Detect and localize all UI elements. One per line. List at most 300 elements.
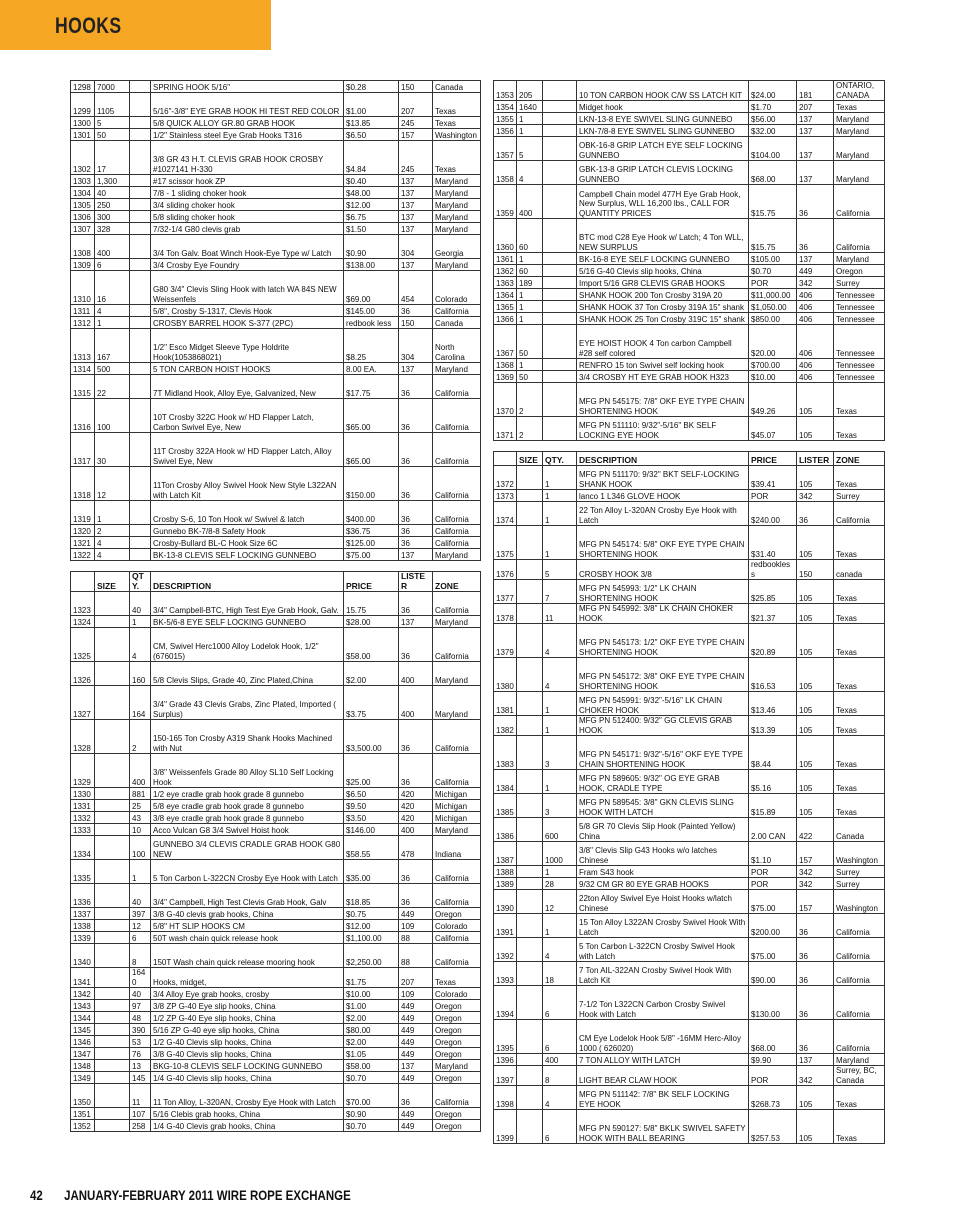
cell-description: 5/16 G-40 Clevis slip hooks, China — [577, 265, 749, 277]
cell-lister: 137 — [399, 259, 433, 271]
cell-lister: 137 — [399, 175, 433, 187]
cell-qty: 100 — [130, 836, 151, 860]
cell-size — [517, 842, 543, 866]
cell-zone: California — [834, 962, 885, 986]
cell-description: 5/8 eye cradle grab hook grade 8 gunnebo — [151, 800, 344, 812]
cell-zone: Maryland — [834, 253, 885, 265]
cell-price: redbook less — [344, 317, 399, 329]
cell-zone: Texas — [834, 580, 885, 604]
cell-id: 1329 — [71, 754, 95, 788]
cell-id: 1326 — [71, 662, 95, 686]
cell-qty — [130, 129, 151, 141]
cell-lister: 150 — [399, 81, 433, 93]
cell-lister: 105 — [797, 692, 834, 716]
cell-price: $1.00 — [344, 1000, 399, 1012]
cell-qty — [543, 253, 577, 265]
listings-left-column — [70, 80, 477, 1132]
cell-zone: Georgia — [433, 235, 481, 259]
cell-price: $0.40 — [344, 175, 399, 187]
cell-id: 1318 — [71, 467, 95, 501]
cell-zone: California — [433, 754, 481, 788]
cell-zone: Texas — [834, 101, 885, 113]
gap-cell — [71, 561, 481, 572]
cell-id: 1311 — [71, 305, 95, 317]
cell-price: $58.00 — [344, 1060, 399, 1072]
cell-description: MFG PN 545172: 3/8" OKF EYE TYPE CHAIN SHORTENING HOOK — [577, 658, 749, 692]
cell-price: $2,250.00 — [344, 944, 399, 968]
cell-price: $58.00 — [344, 628, 399, 662]
cell-description: 1/4 G-40 Clevis grab hooks, China — [151, 1120, 344, 1132]
cell-size — [95, 824, 130, 836]
cell-description: MFG PN 590127: 5/8" BKLK SWIVEL SAFETY HOOK WITH BALL BEARING — [577, 1110, 749, 1144]
table-row — [71, 93, 481, 117]
table-row — [71, 271, 481, 305]
cell-size: 1 — [95, 317, 130, 329]
cell-lister: 449 — [399, 1108, 433, 1120]
cell-lister: 137 — [399, 363, 433, 375]
cell-zone: California — [433, 884, 481, 908]
cell-description: 5/8 QUICK ALLOY GR.80 GRAB HOOK — [151, 117, 344, 129]
cell-zone: Texas — [433, 968, 481, 988]
cell-description: 1/4 G-40 Clevis slip hooks, China — [151, 1072, 344, 1084]
cell-description: BK-16-8 EYE SELF LOCKING GUNNEBO — [577, 253, 749, 265]
cell-description: 7/8 - 1 sliding choker hook — [151, 187, 344, 199]
cell-id: 1356 — [494, 125, 517, 137]
cell-id: 1369 — [494, 371, 517, 383]
cell-price: $56.00 — [749, 113, 797, 125]
cell-qty: 43 — [130, 812, 151, 824]
table-row — [71, 920, 481, 932]
cell-description: GBK-13-8 GRIP LATCH CLEVIS LOCKING GUNNEBO — [577, 161, 749, 185]
cell-size — [95, 1012, 130, 1024]
cell-id: 1302 — [71, 141, 95, 175]
cell-size — [95, 968, 130, 988]
header-qty: QTY. — [543, 452, 577, 466]
cell-qty — [543, 277, 577, 289]
cell-description: 7-1/2 Ton L322CN Carbon Crosby Swivel Hook with Latch — [577, 986, 749, 1020]
cell-zone: California — [834, 914, 885, 938]
cell-qty: 400 — [130, 754, 151, 788]
cell-price: $4.84 — [344, 141, 399, 175]
table-row — [494, 580, 885, 604]
cell-description: Acco Vulcan G8 3/4 Swivel Hoist hook — [151, 824, 344, 836]
cell-lister: 406 — [797, 301, 834, 313]
cell-id: 1352 — [71, 1120, 95, 1132]
cell-zone: California — [433, 592, 481, 616]
cell-lister: 36 — [399, 399, 433, 433]
cell-zone: California — [433, 501, 481, 525]
cell-lister: 36 — [797, 986, 834, 1020]
cell-id: 1362 — [494, 265, 517, 277]
cell-size: 250 — [95, 199, 130, 211]
cell-id: 1355 — [494, 113, 517, 125]
cell-description: 3/4" Campbell, High Test Clevis Grab Hook, Galv — [151, 884, 344, 908]
cell-zone: Maryland — [433, 824, 481, 836]
cell-description: 10 TON CARBON HOOK C/W SS LATCH KIT — [577, 81, 749, 101]
cell-description: MFG PN 545991: 9/32"-5/16" LK CHAIN CHOKER HOOK — [577, 692, 749, 716]
table-row — [71, 141, 481, 175]
cell-qty — [130, 271, 151, 305]
cell-qty: 881 — [130, 788, 151, 800]
cell-price: $80.00 — [344, 1024, 399, 1036]
cell-size: 205 — [517, 81, 543, 101]
page-number: 42 — [30, 1187, 43, 1203]
cell-description: CROSBY BARREL HOOK S-377 (2PC) — [151, 317, 344, 329]
table-row — [71, 199, 481, 211]
cell-zone: California — [834, 938, 885, 962]
cell-lister: 36 — [797, 1020, 834, 1054]
cell-size — [517, 466, 543, 490]
cell-id: 1314 — [71, 363, 95, 375]
cell-description: 7/32-1/4 G80 clevis grab — [151, 223, 344, 235]
cell-qty — [543, 185, 577, 219]
cell-description: 3/4 sliding choker hook — [151, 199, 344, 211]
cell-price: $16.53 — [749, 658, 797, 692]
cell-id: 1374 — [494, 502, 517, 526]
cell-id: 1371 — [494, 417, 517, 441]
cell-price: $20.89 — [749, 624, 797, 658]
cell-qty — [130, 93, 151, 117]
table-row — [494, 878, 885, 890]
table-row — [494, 866, 885, 878]
cell-price: $68.00 — [749, 161, 797, 185]
header-description: DESCRIPTION — [577, 452, 749, 466]
cell-price: $25.85 — [749, 580, 797, 604]
listings-table-right — [493, 80, 885, 1144]
cell-description: 5 Ton Carbon L-322CN Crosby Eye Hook with Latch — [151, 860, 344, 884]
cell-qty — [543, 383, 577, 417]
cell-id: 1370 — [494, 383, 517, 417]
cell-price: $104.00 — [749, 137, 797, 161]
cell-description: 3/8 GR 43 H.T. CLEVIS GRAB HOOK CROSBY #1027141 H-330 — [151, 141, 344, 175]
cell-price: $150.00 — [344, 467, 399, 501]
cell-zone: Tennessee — [834, 371, 885, 383]
cell-id: 1390 — [494, 890, 517, 914]
cell-qty — [130, 317, 151, 329]
cell-lister: 105 — [797, 770, 834, 794]
cell-price: $146.00 — [344, 824, 399, 836]
cell-price: $700.00 — [749, 359, 797, 371]
cell-id: 1300 — [71, 117, 95, 129]
cell-zone: Maryland — [834, 125, 885, 137]
cell-price: $200.00 — [749, 914, 797, 938]
cell-qty: 25 — [130, 800, 151, 812]
cell-lister: 150 — [399, 317, 433, 329]
cell-size — [95, 1072, 130, 1084]
cell-zone: Indiana — [433, 836, 481, 860]
cell-description: 3/8 eye cradle grab hook grade 8 gunnebo — [151, 812, 344, 824]
cell-price: $400.00 — [344, 501, 399, 525]
cell-lister: 36 — [797, 185, 834, 219]
cell-zone: ONTARIO, CANADA — [834, 81, 885, 101]
cell-lister: 449 — [399, 908, 433, 920]
cell-zone: Michigan — [433, 800, 481, 812]
cell-lister: 406 — [797, 359, 834, 371]
cell-description: Hooks, midget, — [151, 968, 344, 988]
cell-size — [95, 1108, 130, 1120]
table-row — [494, 137, 885, 161]
cell-qty — [130, 223, 151, 235]
cell-size — [517, 962, 543, 986]
cell-description: Import 5/16 GR8 CLEVIS GRAB HOOKS — [577, 277, 749, 289]
cell-zone: Tennessee — [834, 359, 885, 371]
cell-zone: California — [433, 720, 481, 754]
cell-id: 1350 — [71, 1084, 95, 1108]
cell-description: 5/16 Clebis grab hooks, China — [151, 1108, 344, 1120]
cell-price: $75.00 — [749, 890, 797, 914]
table-row — [71, 616, 481, 628]
cell-description: 3/8" Clevis Slip G43 Hooks w/o latches Chinese — [577, 842, 749, 866]
table-row — [71, 363, 481, 375]
cell-qty — [130, 501, 151, 525]
cell-id: 1343 — [71, 1000, 95, 1012]
cell-size — [95, 920, 130, 932]
cell-lister: 342 — [797, 1066, 834, 1086]
cell-price: $12.00 — [344, 199, 399, 211]
cell-id: 1340 — [71, 944, 95, 968]
cell-id: 1397 — [494, 1066, 517, 1086]
cell-price: $70.00 — [344, 1084, 399, 1108]
cell-lister: 36 — [399, 375, 433, 399]
listings-right-column — [493, 80, 884, 1144]
cell-size: 400 — [95, 235, 130, 259]
cell-description: G80 3/4" Clevis Sling Hook with latch WA 84S NEW Weissenfels — [151, 271, 344, 305]
header-price: PRICE — [344, 572, 399, 592]
cell-size — [517, 914, 543, 938]
cell-id: 1319 — [71, 501, 95, 525]
cell-lister: 105 — [797, 1110, 834, 1144]
cell-zone: California — [433, 375, 481, 399]
table-row — [71, 549, 481, 561]
cell-price: $1.50 — [344, 223, 399, 235]
cell-zone: Maryland — [433, 363, 481, 375]
header-price: PRICE — [749, 452, 797, 466]
cell-size: 100 — [95, 399, 130, 433]
table-row — [494, 219, 885, 253]
cell-price: $69.00 — [344, 271, 399, 305]
cell-price: $1.00 — [344, 93, 399, 117]
cell-qty: 1 — [543, 526, 577, 560]
cell-description: SHANK HOOK 200 Ton Crosby 319A 20 — [577, 289, 749, 301]
cell-qty: 53 — [130, 1036, 151, 1048]
cell-id: 1398 — [494, 1086, 517, 1110]
cell-price: $105.00 — [749, 253, 797, 265]
cell-size: 12 — [95, 467, 130, 501]
cell-price: $0.90 — [344, 1108, 399, 1120]
cell-size — [95, 1024, 130, 1036]
table-row — [71, 1108, 481, 1120]
cell-size — [95, 1048, 130, 1060]
cell-id: 1392 — [494, 938, 517, 962]
cell-id: 1337 — [71, 908, 95, 920]
cell-price: POR — [749, 1066, 797, 1086]
cell-price: $21.37 — [749, 604, 797, 624]
cell-zone: canada — [834, 560, 885, 580]
header-description: DESCRIPTION — [151, 572, 344, 592]
cell-description: 11Ton Crosby Alloy Swivel Hook New Style L322AN with Latch Kit — [151, 467, 344, 501]
cell-description: SHANK HOOK 25 Ton Crosby 319C 15" shank — [577, 313, 749, 325]
cell-qty — [130, 211, 151, 223]
cell-zone: Texas — [834, 658, 885, 692]
cell-description: MFG PN 545992: 3/8" LK CHAIN CHOKER HOOK — [577, 604, 749, 624]
cell-id: 1331 — [71, 800, 95, 812]
cell-qty — [543, 219, 577, 253]
cell-lister: 105 — [797, 794, 834, 818]
cell-lister: 109 — [399, 988, 433, 1000]
cell-description: BKG-10-8 CLEVIS SELF LOCKING GUNNEBO — [151, 1060, 344, 1072]
cell-lister: 245 — [399, 117, 433, 129]
cell-id: 1393 — [494, 962, 517, 986]
cell-size: 50 — [517, 371, 543, 383]
table-row — [494, 818, 885, 842]
cell-id: 1379 — [494, 624, 517, 658]
cell-qty — [130, 363, 151, 375]
table-row — [71, 399, 481, 433]
table-row — [494, 1086, 885, 1110]
header-size: SIZE — [517, 452, 543, 466]
cell-id: 1394 — [494, 986, 517, 1020]
cell-id: 1332 — [71, 812, 95, 824]
table-row — [71, 908, 481, 920]
cell-size — [95, 1120, 130, 1132]
cell-size — [517, 736, 543, 770]
cell-qty: 1 — [543, 502, 577, 526]
table-row — [71, 1048, 481, 1060]
cell-price: $18.85 — [344, 884, 399, 908]
cell-zone: Canada — [433, 317, 481, 329]
cell-price: $0.70 — [344, 1120, 399, 1132]
cell-price: $2.00 — [344, 1036, 399, 1048]
cell-price: $3.75 — [344, 686, 399, 720]
cell-zone: California — [834, 502, 885, 526]
cell-zone: Colorado — [433, 271, 481, 305]
cell-id: 1377 — [494, 580, 517, 604]
cell-lister: 36 — [797, 502, 834, 526]
table-row — [494, 490, 885, 502]
issue-title: JANUARY-FEBRUARY 2011 WIRE ROPE EXCHANGE — [64, 1187, 351, 1203]
cell-qty: 2 — [130, 720, 151, 754]
cell-id: 1361 — [494, 253, 517, 265]
cell-size — [95, 592, 130, 616]
cell-size — [95, 988, 130, 1000]
cell-description: 150T Wash chain quick release mooring hook — [151, 944, 344, 968]
cell-description: CROSBY HOOK 3/8 — [577, 560, 749, 580]
cell-size: 2 — [517, 417, 543, 441]
cell-qty: 258 — [130, 1120, 151, 1132]
table-gap — [494, 441, 885, 452]
table-row — [494, 466, 885, 490]
cell-description: MFG PN 512400: 9/32" GG CLEVIS GRAB HOOK — [577, 716, 749, 736]
cell-zone: Tennessee — [834, 301, 885, 313]
table-row — [71, 628, 481, 662]
cell-qty: 145 — [130, 1072, 151, 1084]
table-row — [494, 289, 885, 301]
cell-lister: 157 — [399, 129, 433, 141]
cell-qty: 1 — [543, 914, 577, 938]
cell-size: 1 — [517, 125, 543, 137]
cell-description: GUNNEBO 3/4 CLEVIS CRADLE GRAB HOOK G80 NEW — [151, 836, 344, 860]
cell-description: MFG PN 545171: 9/32"-5/16" OKF EYE TYPE CHAIN SHORTENING HOOK — [577, 736, 749, 770]
cell-zone: Oregon — [433, 1120, 481, 1132]
cell-qty — [543, 371, 577, 383]
cell-price: $17.75 — [344, 375, 399, 399]
cell-size — [95, 944, 130, 968]
cell-lister: 137 — [797, 253, 834, 265]
cell-qty: 10 — [130, 824, 151, 836]
table-row — [494, 716, 885, 736]
table-row — [71, 800, 481, 812]
cell-qty — [543, 101, 577, 113]
cell-zone: Surrey — [834, 277, 885, 289]
cell-price: $5.16 — [749, 770, 797, 794]
cell-lister: 342 — [797, 878, 834, 890]
cell-zone: North Carolina — [433, 329, 481, 363]
cell-size — [95, 932, 130, 944]
cell-lister: 449 — [399, 1012, 433, 1024]
cell-qty: 48 — [130, 1012, 151, 1024]
cell-id: 1301 — [71, 129, 95, 141]
table-row — [494, 113, 885, 125]
cell-zone: California — [834, 986, 885, 1020]
cell-lister: 420 — [399, 812, 433, 824]
cell-price: $49.26 — [749, 383, 797, 417]
cell-description: Gunnebo BK-7/8-8 Safety Hook — [151, 525, 344, 537]
cell-price: $12.00 — [344, 920, 399, 932]
cell-lister: 422 — [797, 818, 834, 842]
cell-description: 7 TON ALLOY WITH LATCH — [577, 1054, 749, 1066]
cell-qty: 3 — [543, 794, 577, 818]
cell-zone: Maryland — [433, 259, 481, 271]
cell-qty: 6 — [543, 1020, 577, 1054]
cell-id: 1324 — [71, 616, 95, 628]
cell-size — [95, 860, 130, 884]
cell-lister: 449 — [797, 265, 834, 277]
table-header-row — [494, 452, 885, 466]
cell-size — [517, 818, 543, 842]
cell-price: $6.50 — [344, 129, 399, 141]
cell-qty — [130, 375, 151, 399]
cell-size — [95, 908, 130, 920]
cell-qty: 1 — [130, 616, 151, 628]
cell-price: $39.41 — [749, 466, 797, 490]
cell-description: 3/8" Weissenfels Grade 80 Alloy SL10 Self Locking Hook — [151, 754, 344, 788]
cell-zone: Maryland — [834, 137, 885, 161]
cell-lister: 36 — [399, 525, 433, 537]
cell-description: SHANK HOOK 37 Ton Crosby 319A 15" shank — [577, 301, 749, 313]
table-row — [71, 501, 481, 525]
table-row — [71, 81, 481, 93]
cell-lister: 137 — [399, 211, 433, 223]
cell-id: 1364 — [494, 289, 517, 301]
cell-qty: 4 — [543, 658, 577, 692]
cell-lister: 105 — [797, 658, 834, 692]
cell-id: 1313 — [71, 329, 95, 363]
cell-qty: 6 — [130, 932, 151, 944]
cell-size: 2 — [517, 383, 543, 417]
cell-id: 1347 — [71, 1048, 95, 1060]
cell-price: $130.00 — [749, 986, 797, 1020]
cell-zone: Maryland — [433, 662, 481, 686]
cell-size — [517, 770, 543, 794]
cell-description: LIGHT BEAR CLAW HOOK — [577, 1066, 749, 1086]
cell-lister: 36 — [399, 592, 433, 616]
cell-zone: Maryland — [834, 1054, 885, 1066]
cell-price: $1.10 — [749, 842, 797, 866]
cell-size: 50 — [95, 129, 130, 141]
table-row — [71, 375, 481, 399]
cell-size — [95, 628, 130, 662]
cell-size: 1 — [517, 113, 543, 125]
